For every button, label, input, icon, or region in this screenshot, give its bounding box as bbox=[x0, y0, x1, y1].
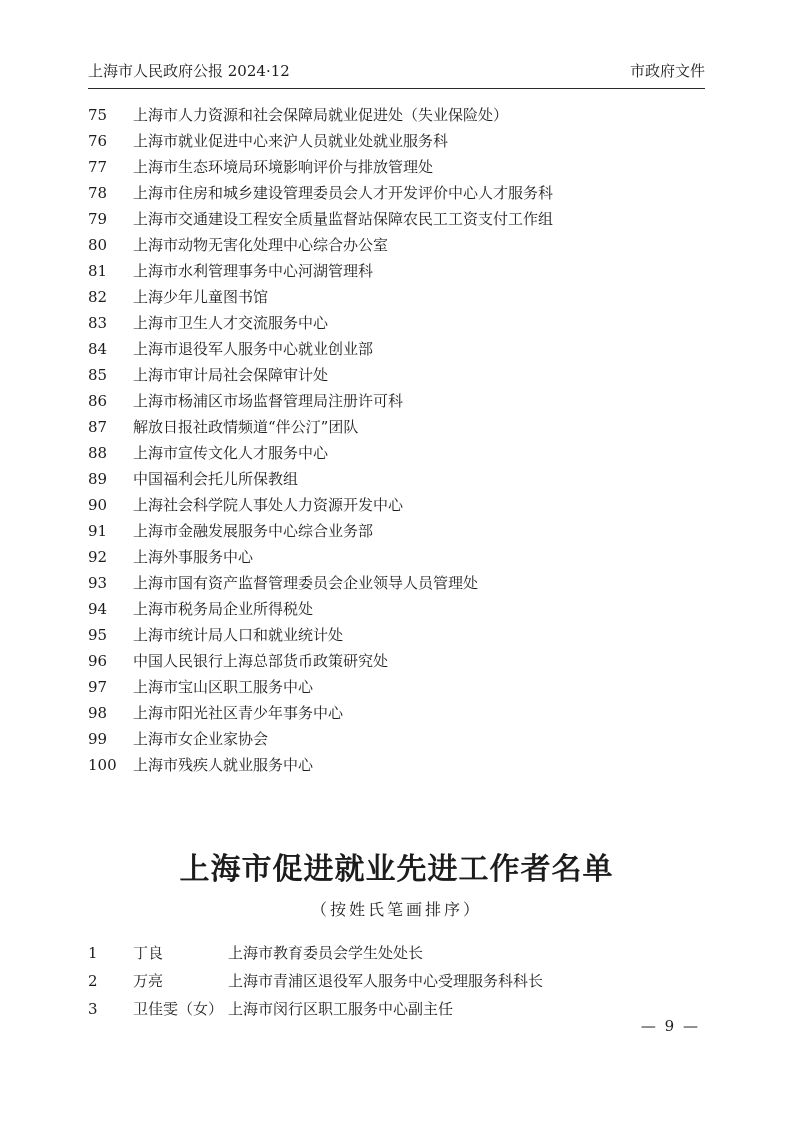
org-item-text: 上海市统计局人口和就业统计处 bbox=[133, 626, 344, 644]
org-item-text: 上海少年儿童图书馆 bbox=[133, 288, 269, 306]
org-item-text: 上海市残疾人就业服务中心 bbox=[133, 756, 314, 774]
org-list-item bbox=[88, 440, 705, 466]
org-list-item bbox=[88, 570, 705, 596]
section-title: 上海市促进就业先进工作者名单 bbox=[179, 852, 614, 887]
org-list-item bbox=[88, 258, 705, 284]
org-item-number: 95 bbox=[88, 626, 108, 644]
org-list-item bbox=[88, 388, 705, 414]
org-item-number: 100 bbox=[88, 756, 117, 774]
org-item-number: 75 bbox=[88, 106, 108, 124]
person-list bbox=[88, 939, 705, 1023]
org-item-text: 上海市宣传文化人才服务中心 bbox=[133, 444, 329, 462]
org-list-item bbox=[88, 336, 705, 362]
person-item-title: 上海市青浦区退役军人服务中心受理服务科科长 bbox=[228, 972, 544, 990]
org-item-number: 80 bbox=[88, 236, 108, 254]
org-item-number: 86 bbox=[88, 392, 108, 410]
org-list-item bbox=[88, 414, 705, 440]
org-item-text: 上海市审计局社会保障审计处 bbox=[133, 366, 329, 384]
org-item-number: 76 bbox=[88, 132, 108, 150]
person-list-item bbox=[88, 967, 705, 995]
org-item-number: 96 bbox=[88, 652, 108, 670]
org-item-text: 上海市国有资产监督管理委员会企业领导人员管理处 bbox=[133, 574, 479, 592]
org-item-text: 上海市宝山区职工服务中心 bbox=[133, 678, 314, 696]
person-list-item bbox=[88, 939, 705, 967]
person-item-name: 丁良 bbox=[133, 944, 164, 962]
org-item-number: 91 bbox=[88, 522, 108, 540]
person-item-title: 上海市闵行区职工服务中心副主任 bbox=[228, 1000, 454, 1018]
org-item-text: 上海市卫生人才交流服务中心 bbox=[133, 314, 329, 332]
org-item-number: 99 bbox=[88, 730, 108, 748]
org-list-item bbox=[88, 232, 705, 258]
org-item-number: 81 bbox=[88, 262, 108, 280]
org-item-number: 79 bbox=[88, 210, 108, 228]
org-item-number: 93 bbox=[88, 574, 108, 592]
person-item-number: 3 bbox=[88, 1000, 98, 1018]
org-item-text: 上海市住房和城乡建设管理委员会人才开发评价中心人才服务科 bbox=[133, 184, 554, 202]
org-list-item bbox=[88, 674, 705, 700]
person-list-item bbox=[88, 995, 705, 1023]
org-item-text: 上海市退役军人服务中心就业创业部 bbox=[133, 340, 374, 358]
org-list-item bbox=[88, 284, 705, 310]
org-list-item bbox=[88, 310, 705, 336]
org-list-item bbox=[88, 128, 705, 154]
org-list-item bbox=[88, 102, 705, 128]
org-item-text: 上海市就业促进中心来沪人员就业处就业服务科 bbox=[133, 132, 449, 150]
org-item-number: 98 bbox=[88, 704, 108, 722]
org-list-item bbox=[88, 596, 705, 622]
org-item-number: 78 bbox=[88, 184, 108, 202]
org-item-text: 中国福利会托儿所保教组 bbox=[133, 470, 299, 488]
org-list-item bbox=[88, 154, 705, 180]
org-item-number: 90 bbox=[88, 496, 108, 514]
org-item-text: 上海市水利管理事务中心河湖管理科 bbox=[133, 262, 374, 280]
page-number: — 9 — bbox=[640, 1017, 700, 1035]
org-list-item bbox=[88, 648, 705, 674]
gazette-title: 上海市人民政府公报 2024·12 bbox=[88, 62, 290, 80]
section-subtitle: （按姓氏笔画排序） bbox=[310, 900, 482, 919]
org-item-number: 92 bbox=[88, 548, 108, 566]
page-header bbox=[88, 0, 705, 81]
org-list-item bbox=[88, 180, 705, 206]
document-category-label: 市政府文件 bbox=[629, 62, 705, 80]
org-item-number: 97 bbox=[88, 678, 108, 696]
org-item-number: 94 bbox=[88, 600, 108, 618]
org-item-text: 上海市动物无害化处理中心综合办公室 bbox=[133, 236, 389, 254]
org-item-text: 上海市阳光社区青少年事务中心 bbox=[133, 704, 344, 722]
org-list-item bbox=[88, 518, 705, 544]
person-item-name: 卫佳雯（女） bbox=[133, 1000, 224, 1018]
org-list-item bbox=[88, 544, 705, 570]
org-item-text: 上海外事服务中心 bbox=[133, 548, 254, 566]
org-list-item bbox=[88, 622, 705, 648]
org-item-text: 上海社会科学院人事处人力资源开发中心 bbox=[133, 496, 404, 514]
org-item-text: 上海市杨浦区市场监督管理局注册许可科 bbox=[133, 392, 404, 410]
person-item-title: 上海市教育委员会学生处处长 bbox=[228, 944, 424, 962]
org-item-number: 89 bbox=[88, 470, 108, 488]
org-list-item bbox=[88, 700, 705, 726]
org-item-text: 中国人民银行上海总部货币政策研究处 bbox=[133, 652, 389, 670]
org-item-number: 88 bbox=[88, 444, 108, 462]
org-item-number: 77 bbox=[88, 158, 108, 176]
org-list-item bbox=[88, 752, 705, 778]
person-item-number: 1 bbox=[88, 944, 98, 962]
org-item-text: 上海市女企业家协会 bbox=[133, 730, 269, 748]
org-item-text: 上海市交通建设工程安全质量监督站保障农民工工资支付工作组 bbox=[133, 210, 554, 228]
org-item-text: 上海市生态环境局环境影响评价与排放管理处 bbox=[133, 158, 434, 176]
org-list-item bbox=[88, 492, 705, 518]
org-item-text: 上海市金融发展服务中心综合业务部 bbox=[133, 522, 374, 540]
org-item-number: 85 bbox=[88, 366, 108, 384]
org-list-item bbox=[88, 466, 705, 492]
org-list-item bbox=[88, 206, 705, 232]
org-item-text: 上海市税务局企业所得税处 bbox=[133, 600, 314, 618]
org-item-number: 82 bbox=[88, 288, 108, 306]
org-list-item bbox=[88, 726, 705, 752]
org-item-number: 83 bbox=[88, 314, 108, 332]
org-item-text: 解放日报社政情频道“伴公汀”团队 bbox=[133, 418, 359, 436]
org-list-item bbox=[88, 362, 705, 388]
org-item-number: 87 bbox=[88, 418, 108, 436]
org-list bbox=[88, 102, 705, 778]
person-item-name: 万亮 bbox=[133, 972, 164, 990]
org-item-number: 84 bbox=[88, 340, 108, 358]
org-item-text: 上海市人力资源和社会保障局就业促进处（失业保险处） bbox=[133, 106, 509, 124]
header-divider bbox=[88, 88, 705, 89]
person-item-number: 2 bbox=[88, 972, 98, 990]
